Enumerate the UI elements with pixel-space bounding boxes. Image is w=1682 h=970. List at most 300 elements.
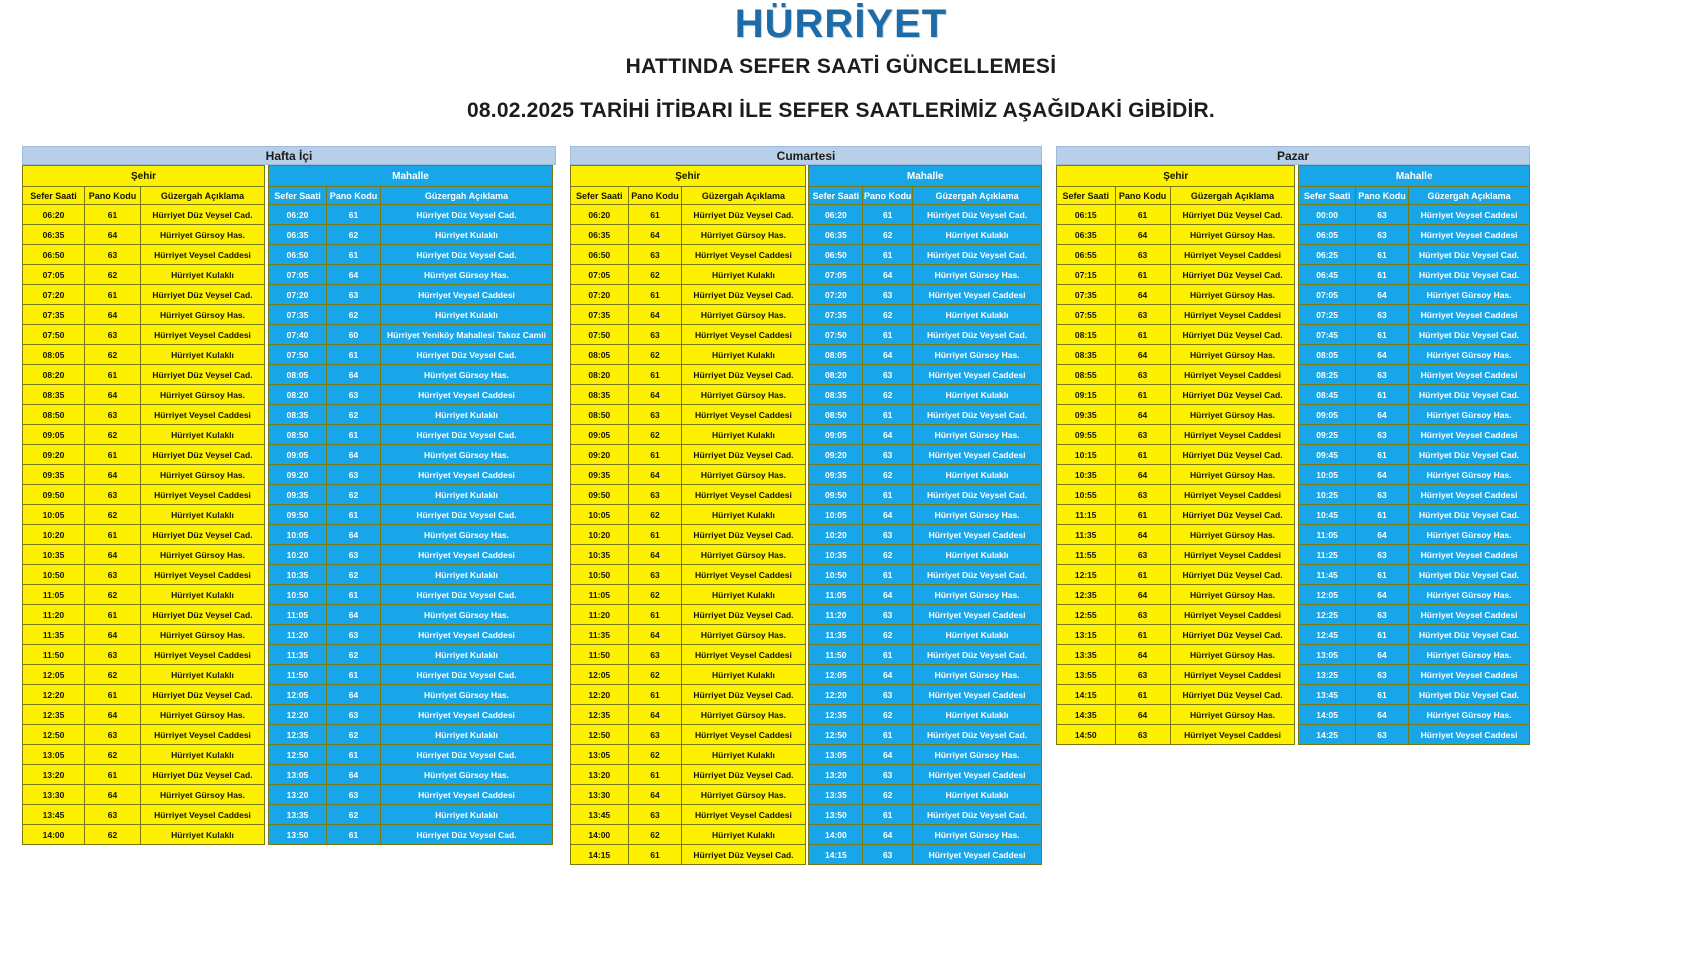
cell-sefer-saati: 13:45 bbox=[571, 805, 629, 825]
table-row bbox=[571, 385, 806, 405]
table-row bbox=[1299, 685, 1530, 705]
table-row bbox=[1299, 225, 1530, 245]
board-pazar bbox=[1056, 146, 1530, 745]
cell-pano-kodu: 61 bbox=[863, 405, 913, 425]
cell-pano-kodu: 63 bbox=[327, 545, 381, 565]
cell-sefer-saati: 12:35 bbox=[269, 725, 327, 745]
cell-pano-kodu: 64 bbox=[85, 225, 141, 245]
table-row bbox=[809, 725, 1042, 745]
cell-sefer-saati: 06:25 bbox=[1299, 245, 1356, 265]
table-row bbox=[809, 625, 1042, 645]
cell-sefer-saati: 07:20 bbox=[571, 285, 629, 305]
cell-sefer-saati: 11:50 bbox=[23, 645, 85, 665]
sehir-timetable bbox=[570, 165, 806, 865]
table-row bbox=[269, 685, 553, 705]
table-row bbox=[809, 205, 1042, 225]
table-row bbox=[1299, 625, 1530, 645]
cell-pano-kodu: 64 bbox=[1355, 285, 1408, 305]
cell-guzergah: Hürriyet Kulaklı bbox=[141, 665, 265, 685]
table-row bbox=[1299, 545, 1530, 565]
cell-pano-kodu: 63 bbox=[863, 685, 913, 705]
cell-guzergah: Hürriyet Veysel Caddesi bbox=[141, 405, 265, 425]
table-row bbox=[1057, 665, 1295, 685]
cell-sefer-saati: 12:50 bbox=[269, 745, 327, 765]
cell-guzergah: Hürriyet Veysel Caddesi bbox=[682, 805, 805, 825]
col-header-guzergah: Güzergah Açıklama bbox=[1409, 187, 1530, 205]
table-row bbox=[269, 225, 553, 245]
table-row bbox=[571, 745, 806, 765]
cell-pano-kodu: 63 bbox=[85, 485, 141, 505]
cell-pano-kodu: 64 bbox=[327, 525, 381, 545]
cell-pano-kodu: 61 bbox=[628, 365, 682, 385]
cell-sefer-saati: 09:05 bbox=[269, 445, 327, 465]
cell-guzergah: Hürriyet Veysel Caddesi bbox=[381, 545, 553, 565]
cell-pano-kodu: 62 bbox=[85, 505, 141, 525]
table-row bbox=[1057, 305, 1295, 325]
table-row bbox=[571, 245, 806, 265]
cell-guzergah: Hürriyet Düz Veysel Cad. bbox=[141, 685, 265, 705]
cell-pano-kodu: 64 bbox=[863, 265, 913, 285]
cell-pano-kodu: 63 bbox=[1355, 425, 1408, 445]
table-row bbox=[23, 365, 265, 385]
cell-sefer-saati: 14:25 bbox=[1299, 725, 1356, 745]
cell-pano-kodu: 64 bbox=[327, 605, 381, 625]
cell-sefer-saati: 08:45 bbox=[1299, 385, 1356, 405]
cell-pano-kodu: 63 bbox=[85, 245, 141, 265]
table-row bbox=[1057, 325, 1295, 345]
cell-sefer-saati: 08:05 bbox=[571, 345, 629, 365]
cell-sefer-saati: 12:50 bbox=[23, 725, 85, 745]
table-row bbox=[571, 605, 806, 625]
cell-guzergah: Hürriyet Gürsoy Has. bbox=[141, 545, 265, 565]
cell-sefer-saati: 09:05 bbox=[809, 425, 863, 445]
cell-sefer-saati: 09:20 bbox=[269, 465, 327, 485]
cell-sefer-saati: 11:05 bbox=[571, 585, 629, 605]
cell-guzergah: Hürriyet Düz Veysel Cad. bbox=[381, 205, 553, 225]
cell-pano-kodu: 61 bbox=[628, 525, 682, 545]
cell-guzergah: Hürriyet Gürsoy Has. bbox=[1170, 705, 1295, 725]
table-row bbox=[571, 305, 806, 325]
cell-pano-kodu: 63 bbox=[863, 525, 913, 545]
cell-pano-kodu: 62 bbox=[327, 805, 381, 825]
sehir-timetable bbox=[22, 165, 265, 845]
table-row bbox=[269, 505, 553, 525]
cell-sefer-saati: 13:05 bbox=[809, 745, 863, 765]
table-row bbox=[269, 365, 553, 385]
cell-pano-kodu: 61 bbox=[85, 765, 141, 785]
cell-guzergah: Hürriyet Düz Veysel Cad. bbox=[141, 525, 265, 545]
cell-pano-kodu: 62 bbox=[628, 425, 682, 445]
table-row bbox=[23, 745, 265, 765]
cell-sefer-saati: 10:35 bbox=[23, 545, 85, 565]
table-row bbox=[23, 445, 265, 465]
table-row bbox=[1299, 385, 1530, 405]
table-row bbox=[809, 325, 1042, 345]
cell-pano-kodu: 62 bbox=[863, 465, 913, 485]
cell-guzergah: Hürriyet Gürsoy Has. bbox=[913, 425, 1042, 445]
cell-pano-kodu: 61 bbox=[863, 245, 913, 265]
cell-pano-kodu: 61 bbox=[863, 645, 913, 665]
table-row bbox=[1299, 525, 1530, 545]
cell-guzergah: Hürriyet Gürsoy Has. bbox=[1409, 585, 1530, 605]
cell-sefer-saati: 12:35 bbox=[809, 705, 863, 725]
cell-pano-kodu: 63 bbox=[1355, 485, 1408, 505]
cell-guzergah: Hürriyet Gürsoy Has. bbox=[682, 785, 805, 805]
cell-guzergah: Hürriyet Düz Veysel Cad. bbox=[1170, 265, 1295, 285]
table-row bbox=[571, 645, 806, 665]
cell-sefer-saati: 09:50 bbox=[23, 485, 85, 505]
table-row bbox=[23, 665, 265, 685]
cell-sefer-saati: 07:35 bbox=[23, 305, 85, 325]
cell-pano-kodu: 61 bbox=[1115, 685, 1170, 705]
cell-sefer-saati: 06:55 bbox=[1057, 245, 1116, 265]
cell-guzergah: Hürriyet Kulaklı bbox=[682, 425, 805, 445]
cell-sefer-saati: 11:50 bbox=[269, 665, 327, 685]
cell-guzergah: Hürriyet Düz Veysel Cad. bbox=[1409, 565, 1530, 585]
cell-sefer-saati: 13:35 bbox=[269, 805, 327, 825]
cell-sefer-saati: 07:20 bbox=[809, 285, 863, 305]
table-row bbox=[571, 785, 806, 805]
cell-sefer-saati: 10:35 bbox=[269, 565, 327, 585]
cell-pano-kodu: 61 bbox=[327, 825, 381, 845]
cell-guzergah: Hürriyet Veysel Caddesi bbox=[141, 485, 265, 505]
cell-sefer-saati: 08:35 bbox=[23, 385, 85, 405]
table-row bbox=[23, 545, 265, 565]
cell-guzergah: Hürriyet Gürsoy Has. bbox=[1170, 225, 1295, 245]
table-row bbox=[1057, 545, 1295, 565]
cell-sefer-saati: 08:35 bbox=[269, 405, 327, 425]
cell-guzergah: Hürriyet Veysel Caddesi bbox=[913, 365, 1042, 385]
cell-pano-kodu: 62 bbox=[327, 725, 381, 745]
cell-pano-kodu: 63 bbox=[628, 805, 682, 825]
col-header-sefer-saati: Sefer Saati bbox=[809, 187, 863, 205]
col-header-pano-kodu: Pano Kodu bbox=[1115, 187, 1170, 205]
cell-sefer-saati: 07:05 bbox=[571, 265, 629, 285]
table-row bbox=[571, 625, 806, 645]
cell-sefer-saati: 09:35 bbox=[809, 465, 863, 485]
cell-guzergah: Hürriyet Kulaklı bbox=[913, 785, 1042, 805]
cell-guzergah: Hürriyet Veysel Caddesi bbox=[1170, 245, 1295, 265]
cell-guzergah: Hürriyet Gürsoy Has. bbox=[141, 625, 265, 645]
table-row bbox=[571, 685, 806, 705]
cell-guzergah: Hürriyet Gürsoy Has. bbox=[682, 705, 805, 725]
table-row bbox=[809, 585, 1042, 605]
table-row bbox=[23, 405, 265, 425]
table-row bbox=[1057, 725, 1295, 745]
cell-pano-kodu: 63 bbox=[85, 405, 141, 425]
cell-guzergah: Hürriyet Gürsoy Has. bbox=[1170, 405, 1295, 425]
table-row bbox=[1299, 405, 1530, 425]
cell-sefer-saati: 12:20 bbox=[809, 685, 863, 705]
cell-sefer-saati: 08:20 bbox=[809, 365, 863, 385]
cell-sefer-saati: 13:15 bbox=[1057, 625, 1116, 645]
cell-pano-kodu: 64 bbox=[85, 305, 141, 325]
table-row bbox=[571, 205, 806, 225]
cell-sefer-saati: 13:35 bbox=[809, 785, 863, 805]
table-row bbox=[809, 545, 1042, 565]
table-row bbox=[23, 305, 265, 325]
cell-pano-kodu: 62 bbox=[85, 585, 141, 605]
cell-sefer-saati: 12:50 bbox=[571, 725, 629, 745]
cell-guzergah: Hürriyet Veysel Caddesi bbox=[381, 285, 553, 305]
table-row bbox=[1299, 285, 1530, 305]
cell-pano-kodu: 61 bbox=[327, 425, 381, 445]
table-row bbox=[269, 425, 553, 445]
table-row bbox=[1299, 605, 1530, 625]
table-row bbox=[269, 545, 553, 565]
cell-guzergah: Hürriyet Kulaklı bbox=[141, 265, 265, 285]
table-row bbox=[571, 585, 806, 605]
cell-pano-kodu: 63 bbox=[85, 325, 141, 345]
cell-sefer-saati: 13:20 bbox=[571, 765, 629, 785]
table-row bbox=[1057, 425, 1295, 445]
cell-sefer-saati: 06:35 bbox=[1057, 225, 1116, 245]
table-row bbox=[269, 385, 553, 405]
cell-sefer-saati: 07:45 bbox=[1299, 325, 1356, 345]
cell-pano-kodu: 61 bbox=[863, 325, 913, 345]
cell-pano-kodu: 61 bbox=[1355, 685, 1408, 705]
table-row bbox=[23, 245, 265, 265]
cell-guzergah: Hürriyet Veysel Caddesi bbox=[141, 725, 265, 745]
cell-sefer-saati: 07:35 bbox=[269, 305, 327, 325]
cell-guzergah: Hürriyet Gürsoy Has. bbox=[141, 225, 265, 245]
table-row bbox=[809, 525, 1042, 545]
cell-guzergah: Hürriyet Düz Veysel Cad. bbox=[682, 285, 805, 305]
cell-guzergah: Hürriyet Düz Veysel Cad. bbox=[682, 605, 805, 625]
cell-guzergah: Hürriyet Düz Veysel Cad. bbox=[141, 285, 265, 305]
mahalle-timetable bbox=[268, 165, 553, 845]
cell-sefer-saati: 08:50 bbox=[269, 425, 327, 445]
table-row bbox=[23, 705, 265, 725]
cell-sefer-saati: 12:25 bbox=[1299, 605, 1356, 625]
cell-sefer-saati: 07:25 bbox=[1299, 305, 1356, 325]
cell-sefer-saati: 10:35 bbox=[571, 545, 629, 565]
cell-guzergah: Hürriyet Gürsoy Has. bbox=[1170, 645, 1295, 665]
cell-sefer-saati: 08:35 bbox=[1057, 345, 1116, 365]
cell-pano-kodu: 64 bbox=[1115, 405, 1170, 425]
table-row bbox=[23, 785, 265, 805]
cell-pano-kodu: 63 bbox=[1115, 665, 1170, 685]
cell-guzergah: Hürriyet Kulaklı bbox=[682, 265, 805, 285]
table-row bbox=[809, 825, 1042, 845]
cell-pano-kodu: 61 bbox=[1115, 565, 1170, 585]
cell-pano-kodu: 61 bbox=[1115, 625, 1170, 645]
table-row bbox=[1057, 385, 1295, 405]
cell-sefer-saati: 09:35 bbox=[23, 465, 85, 485]
cell-guzergah: Hürriyet Gürsoy Has. bbox=[141, 385, 265, 405]
cell-sefer-saati: 10:05 bbox=[1299, 465, 1356, 485]
cell-guzergah: Hürriyet Kulaklı bbox=[682, 825, 805, 845]
cell-guzergah: Hürriyet Veysel Caddesi bbox=[381, 625, 553, 645]
cell-guzergah: Hürriyet Veysel Caddesi bbox=[913, 685, 1042, 705]
cell-guzergah: Hürriyet Veysel Caddesi bbox=[682, 485, 805, 505]
cell-guzergah: Hürriyet Düz Veysel Cad. bbox=[381, 745, 553, 765]
cell-sefer-saati: 07:35 bbox=[1057, 285, 1116, 305]
cell-sefer-saati: 08:35 bbox=[809, 385, 863, 405]
table-row bbox=[809, 605, 1042, 625]
cell-pano-kodu: 63 bbox=[1355, 725, 1408, 745]
table-row bbox=[571, 725, 806, 745]
brand-title: HÜRRİYET bbox=[734, 2, 948, 46]
cell-pano-kodu: 64 bbox=[327, 765, 381, 785]
table-row bbox=[23, 265, 265, 285]
cell-pano-kodu: 64 bbox=[628, 225, 682, 245]
table-row bbox=[809, 425, 1042, 445]
cell-guzergah: Hürriyet Gürsoy Has. bbox=[1409, 525, 1530, 545]
table-row bbox=[269, 345, 553, 365]
cell-sefer-saati: 08:05 bbox=[269, 365, 327, 385]
cell-pano-kodu: 61 bbox=[863, 805, 913, 825]
cell-guzergah: Hürriyet Gürsoy Has. bbox=[682, 225, 805, 245]
cell-guzergah: Hürriyet Veysel Caddesi bbox=[682, 725, 805, 745]
cell-guzergah: Hürriyet Düz Veysel Cad. bbox=[682, 205, 805, 225]
cell-pano-kodu: 64 bbox=[863, 585, 913, 605]
cell-guzergah: Hürriyet Düz Veysel Cad. bbox=[913, 205, 1042, 225]
cell-guzergah: Hürriyet Veysel Caddesi bbox=[913, 845, 1042, 865]
cell-pano-kodu: 64 bbox=[1115, 345, 1170, 365]
table-row bbox=[23, 465, 265, 485]
cell-pano-kodu: 63 bbox=[1115, 545, 1170, 565]
cell-sefer-saati: 09:15 bbox=[1057, 385, 1116, 405]
cell-sefer-saati: 06:35 bbox=[809, 225, 863, 245]
cell-sefer-saati: 06:15 bbox=[1057, 205, 1116, 225]
cell-sefer-saati: 06:50 bbox=[269, 245, 327, 265]
table-row bbox=[809, 845, 1042, 865]
cell-guzergah: Hürriyet Veysel Caddesi bbox=[141, 245, 265, 265]
cell-guzergah: Hürriyet Veysel Caddesi bbox=[1170, 305, 1295, 325]
table-row bbox=[269, 265, 553, 285]
cell-sefer-saati: 13:30 bbox=[571, 785, 629, 805]
cell-pano-kodu: 64 bbox=[863, 745, 913, 765]
cell-sefer-saati: 14:15 bbox=[1057, 685, 1116, 705]
cell-pano-kodu: 63 bbox=[1355, 545, 1408, 565]
subtitle-line-1: HATTINDA SEFER SAATİ GÜNCELLEMESİ bbox=[625, 55, 1057, 78]
cell-pano-kodu: 61 bbox=[327, 745, 381, 765]
cell-guzergah: Hürriyet Düz Veysel Cad. bbox=[913, 725, 1042, 745]
cell-sefer-saati: 08:20 bbox=[269, 385, 327, 405]
cell-pano-kodu: 64 bbox=[1115, 585, 1170, 605]
cell-sefer-saati: 06:20 bbox=[809, 205, 863, 225]
table-row bbox=[809, 305, 1042, 325]
table-row bbox=[809, 245, 1042, 265]
cell-pano-kodu: 64 bbox=[628, 305, 682, 325]
cell-sefer-saati: 07:15 bbox=[1057, 265, 1116, 285]
table-row bbox=[1299, 705, 1530, 725]
cell-pano-kodu: 64 bbox=[863, 665, 913, 685]
board-title: Pazar bbox=[1056, 146, 1530, 165]
cell-guzergah: Hürriyet Gürsoy Has. bbox=[913, 825, 1042, 845]
table-row bbox=[23, 385, 265, 405]
cell-sefer-saati: 06:50 bbox=[23, 245, 85, 265]
cell-sefer-saati: 07:20 bbox=[23, 285, 85, 305]
table-row bbox=[23, 725, 265, 745]
cell-sefer-saati: 06:45 bbox=[1299, 265, 1356, 285]
cell-guzergah: Hürriyet Düz Veysel Cad. bbox=[682, 685, 805, 705]
col-header-guzergah: Güzergah Açıklama bbox=[1170, 187, 1295, 205]
cell-guzergah: Hürriyet Veysel Caddesi bbox=[1409, 545, 1530, 565]
cell-guzergah: Hürriyet Veysel Caddesi bbox=[682, 405, 805, 425]
cell-sefer-saati: 06:20 bbox=[571, 205, 629, 225]
cell-pano-kodu: 62 bbox=[327, 225, 381, 245]
cell-pano-kodu: 61 bbox=[863, 725, 913, 745]
cell-pano-kodu: 61 bbox=[863, 205, 913, 225]
cell-pano-kodu: 62 bbox=[863, 225, 913, 245]
cell-pano-kodu: 62 bbox=[85, 665, 141, 685]
cell-guzergah: Hürriyet Gürsoy Has. bbox=[1170, 525, 1295, 545]
cell-pano-kodu: 64 bbox=[1355, 405, 1408, 425]
cell-sefer-saati: 07:05 bbox=[269, 265, 327, 285]
cell-pano-kodu: 62 bbox=[628, 585, 682, 605]
table-row bbox=[1299, 345, 1530, 365]
cell-guzergah: Hürriyet Veysel Caddesi bbox=[381, 705, 553, 725]
cell-guzergah: Hürriyet Düz Veysel Cad. bbox=[682, 525, 805, 545]
cell-sefer-saati: 10:50 bbox=[571, 565, 629, 585]
table-row bbox=[571, 805, 806, 825]
table-row bbox=[1057, 365, 1295, 385]
table-row bbox=[269, 665, 553, 685]
cell-pano-kodu: 62 bbox=[85, 345, 141, 365]
table-row bbox=[1057, 505, 1295, 525]
table-row bbox=[1299, 305, 1530, 325]
subtitle-line-2: 08.02.2025 TARİHİ İTİBARI İLE SEFER SAATLERİMİZ AŞAĞIDAKİ GİBİDİR. bbox=[467, 99, 1215, 122]
cell-guzergah: Hürriyet Düz Veysel Cad. bbox=[913, 485, 1042, 505]
cell-guzergah: Hürriyet Veysel Caddesi bbox=[1170, 485, 1295, 505]
table-row bbox=[809, 705, 1042, 725]
cell-guzergah: Hürriyet Kulaklı bbox=[141, 585, 265, 605]
cell-pano-kodu: 61 bbox=[1115, 505, 1170, 525]
table-row bbox=[1299, 425, 1530, 445]
table-row bbox=[571, 705, 806, 725]
cell-sefer-saati: 14:50 bbox=[1057, 725, 1116, 745]
table-row bbox=[809, 645, 1042, 665]
cell-sefer-saati: 11:20 bbox=[23, 605, 85, 625]
cell-guzergah: Hürriyet Düz Veysel Cad. bbox=[381, 665, 553, 685]
cell-guzergah: Hürriyet Kulaklı bbox=[682, 585, 805, 605]
cell-pano-kodu: 62 bbox=[327, 485, 381, 505]
cell-guzergah: Hürriyet Gürsoy Has. bbox=[1170, 585, 1295, 605]
cell-pano-kodu: 63 bbox=[85, 725, 141, 745]
cell-sefer-saati: 06:50 bbox=[809, 245, 863, 265]
cell-pano-kodu: 64 bbox=[327, 365, 381, 385]
cell-guzergah: Hürriyet Kulaklı bbox=[381, 405, 553, 425]
cell-pano-kodu: 61 bbox=[628, 205, 682, 225]
cell-guzergah: Hürriyet Gürsoy Has. bbox=[913, 585, 1042, 605]
cell-pano-kodu: 63 bbox=[327, 385, 381, 405]
cell-sefer-saati: 13:05 bbox=[1299, 645, 1356, 665]
table-row bbox=[809, 445, 1042, 465]
table-row bbox=[571, 485, 806, 505]
cell-sefer-saati: 08:05 bbox=[1299, 345, 1356, 365]
cell-sefer-saati: 11:05 bbox=[1299, 525, 1356, 545]
cell-sefer-saati: 11:20 bbox=[269, 625, 327, 645]
cell-sefer-saati: 09:25 bbox=[1299, 425, 1356, 445]
cell-pano-kodu: 61 bbox=[1115, 265, 1170, 285]
table-row bbox=[23, 565, 265, 585]
cell-pano-kodu: 61 bbox=[628, 685, 682, 705]
table-row bbox=[1057, 465, 1295, 485]
table-row bbox=[571, 345, 806, 365]
cell-guzergah: Hürriyet Gürsoy Has. bbox=[1409, 285, 1530, 305]
cell-sefer-saati: 10:05 bbox=[571, 505, 629, 525]
cell-sefer-saati: 12:35 bbox=[1057, 585, 1116, 605]
mahalle-group-header: Mahalle bbox=[269, 166, 553, 187]
cell-pano-kodu: 64 bbox=[85, 465, 141, 485]
table-row bbox=[809, 745, 1042, 765]
cell-pano-kodu: 64 bbox=[1115, 225, 1170, 245]
table-row bbox=[269, 205, 553, 225]
cell-guzergah: Hürriyet Gürsoy Has. bbox=[682, 625, 805, 645]
cell-guzergah: Hürriyet Kulaklı bbox=[682, 745, 805, 765]
